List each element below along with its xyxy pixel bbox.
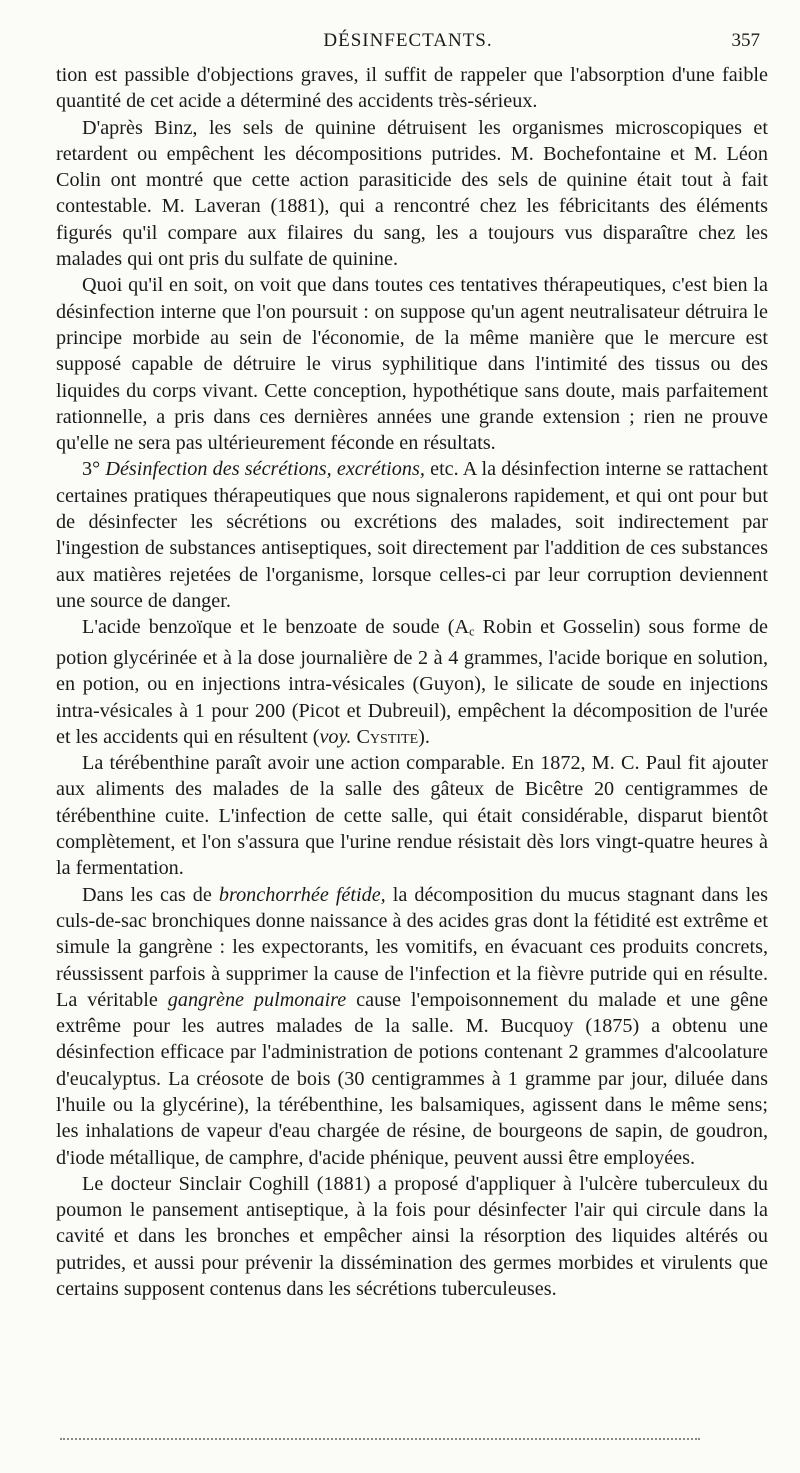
paragraph-continuation: tion est passible d'objections graves, il suffit de rappeler que l'absorption d'une faible quantité de cet acide a déterminé des accidents très-sérieux. <box>56 64 768 113</box>
paragraph-internal-disinfection: Quoi qu'il en soit, on voit que dans toutes ces tentatives thérapeutiques, c'est bien la désinfection interne que l'on poursuit : on suppose qu'un agent neutralisateur détruira le principe morbide au sein de l'économie, de la même manière que le mercure est supposé capable de détruire le virus syphilitique dans l'intimité des tissus ou des liquides du corps vivant. Cette conception, hypothétique sans doute, mais parfaitement rationnelle, a pris dans ces dernières années une grande extension ; rien ne prouve qu'elle ne sera pas ultérieurement féconde en résultats. <box>56 274 768 455</box>
paragraph-bronchorrhea <box>56 882 768 1171</box>
paragraph-coghill: Le docteur Sinclair Coghill (1881) a proposé d'appliquer à l'ulcère tuberculeux du poumon le pansement antiseptique, à la fois pour désinfecter l'air qui circule dans la cavité et dans les bronches et empêcher ainsi la résorption des liquides altérés ou putrides, et aussi pour prévenir la dissémination des germes morbides et virulents que certains supposent contenus dans les sécrétions tuberculeuses. <box>56 1172 768 1301</box>
text-run: ). <box>418 725 430 748</box>
section-title: Désinfection des sécrétions, excrétions, <box>105 458 425 481</box>
body-text <box>56 62 768 1302</box>
paragraph-turpentine: La térébenthine paraît avoir une action comparable. En 1872, M. C. Paul fit ajouter aux aliments des malades de la salle des gâteux de Bicêtre 20 centigrammes de térébenthine cuite. L'infection de cette salle, qui était considérable, disparut bientôt complètement, et l'on s'assura que l'urine rendue résistait dès lors vingt-quatre heures à la fermentation. <box>56 752 768 880</box>
text-run: la décomposition du mucus stagnant dans les culs-de-sac bronchiques donne naissance à des acides gras dont la fétidité est extrême et simule la gangrène : les expectorants, les vomitifs, en évacuant ces produits concrets, réussissent parfois à supprimer la cause de l'infection et la fièvre putride qui en résulte. La véritable <box>56 883 768 1011</box>
italic-term: gangrène pulmonaire <box>167 988 347 1011</box>
italic-term: bronchorrhée fétide, <box>218 883 386 906</box>
voy-reference: voy. <box>319 725 352 748</box>
page-number: 357 <box>731 30 760 51</box>
paragraph-benzoic-acid <box>56 614 768 750</box>
footer-dotted-rule <box>60 1438 700 1440</box>
text-run: cause l'empoisonnement du malade et une gêne extrême pour les autres malades de la salle. M. Bucquoy (1875) a obtenu une désinfection efficace par l'administration de potions contenant 2 grammes d'alcoolature d'eucalyptus. La créosote de bois (30 centigrammes à 1 gramme par jour, diluée dans l'huile ou la glycérine), la térébenthine, les balsamiques, agissent dans le même sens; les inhalations de vapeur d'eau chargée de résine, de bourgeons de sapin, de goudron, d'iode métallique, de camphre, d'acide phénique, peuvent aussi être employées. <box>56 988 768 1169</box>
subscript-c: c <box>469 624 475 639</box>
cystite-reference: Cystite <box>356 725 419 748</box>
text-run: L'acide benzoïque et le benzoate de soude (A <box>82 616 470 639</box>
text-run: Dans les cas de <box>82 883 219 906</box>
paragraph-binz: D'après Binz, les sels de quinine détruisent les organismes microscopiques et retardent ou empêchent les décompositions putrides. M. Bochefontaine et M. Léon Colin ont montré que cette action parasiticide des sels de quinine était tout à fait contestable. M. Laveran (1881), qui a rencontré chez les fébricitants des éléments figurés qu'il compare aux filaires du sang, les a toujours vus disparaître chez les malades qui ont pris du sulfate de quinine. <box>56 116 768 271</box>
paragraph-section-3 <box>56 456 768 614</box>
running-title: DÉSINFECTANTS. <box>323 30 493 51</box>
section-text: etc. A la désinfection interne se rattachent certaines pratiques thérapeutiques que nous signalerons rapidement, et qui ont pour but de désinfecter les sécrétions ou excrétions des malades, soit indirectement par l'ingestion de substances antiseptiques, soit directement par l'addition de ces substances aux matières rejetées de l'organisme, lorsque celles-ci par leur corruption deviennent une source de danger. <box>56 458 768 612</box>
text-run: Robin et Gosselin) sous forme de potion glycérinée et à la dose journalière de 2 à 4 grammes, l'acide borique en solution, en potion, ou en injections intra-vésicales (Guyon), le silicate de soude en injections intra-vésicales à 1 pour 200 (Picot et Dubreuil), empêchent la décomposition de l'urée et les accidents qui en résultent ( <box>56 616 768 748</box>
section-number: 3° <box>82 458 101 481</box>
page-header <box>56 30 760 56</box>
